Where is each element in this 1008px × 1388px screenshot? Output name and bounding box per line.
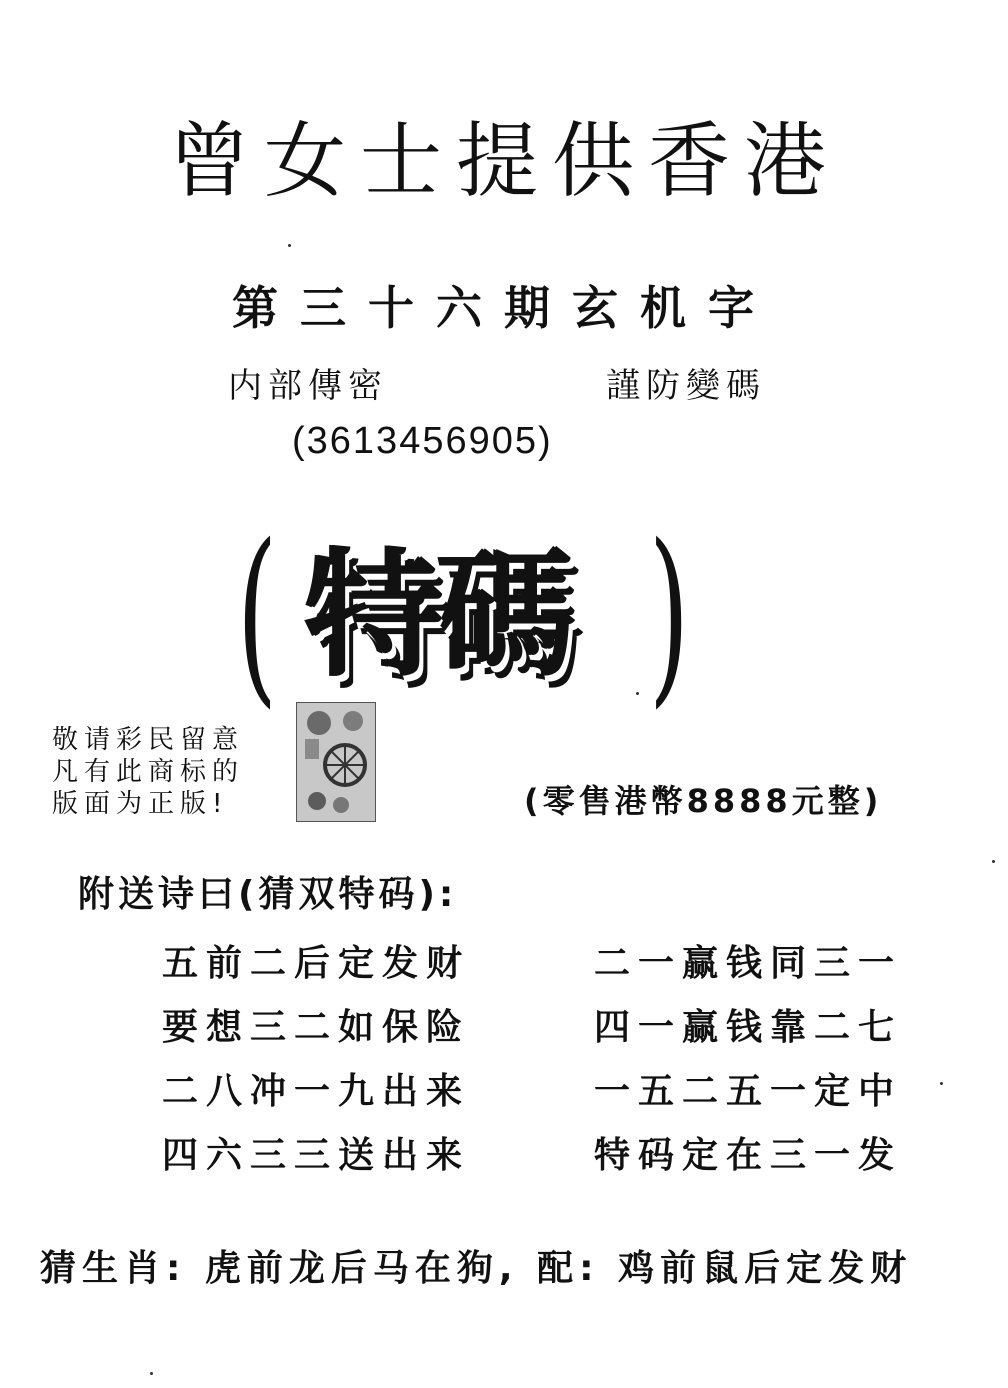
poem-line: 四六三三送出来 bbox=[162, 1134, 471, 1176]
poem-line: 五前二后定发财 bbox=[162, 942, 471, 984]
open-paren: ( bbox=[236, 504, 278, 725]
feature-text: 特碼 bbox=[306, 533, 571, 696]
notice-line: 版面为正版! bbox=[52, 789, 229, 819]
zodiac-guess: 猜生肖: 虎前龙后马在狗, 配: 鸡前鼠后定发财 bbox=[40, 1248, 913, 1289]
poem-row bbox=[162, 992, 902, 1056]
poem-line: 特码定在三一发 bbox=[593, 1134, 902, 1176]
poem-line: 二八冲一九出来 bbox=[162, 1070, 471, 1112]
poem-line: 二一赢钱同三一 bbox=[593, 942, 902, 984]
trademark-image bbox=[296, 702, 376, 822]
poem-line: 要想三二如保险 bbox=[162, 1006, 471, 1048]
internal-tag: 内部傳密 bbox=[228, 366, 388, 406]
trademark-emblem-icon bbox=[297, 703, 375, 821]
poem-row bbox=[162, 928, 902, 992]
poem-heading: 附送诗曰(猜双特码): bbox=[78, 874, 458, 915]
poem-row bbox=[162, 1056, 902, 1120]
scan-speck bbox=[288, 244, 291, 247]
phone-number: (3613456905) bbox=[292, 420, 553, 462]
notice-line: 敬请彩民留意 bbox=[52, 725, 245, 755]
warning-tag: 謹防變碼 bbox=[606, 366, 766, 406]
issue-heading: 第三十六期玄机字 bbox=[232, 281, 776, 335]
notice-line: 凡有此商标的 bbox=[52, 757, 245, 787]
scan-speck bbox=[150, 1372, 153, 1375]
poem-row bbox=[162, 1120, 902, 1184]
feature-banner bbox=[236, 504, 710, 725]
close-paren: ) bbox=[648, 504, 690, 725]
page-title: 曾女士提供香港 bbox=[167, 114, 840, 209]
poem-line: 一五二五一定中 bbox=[593, 1070, 902, 1112]
scan-speck bbox=[940, 1082, 943, 1085]
authenticity-notice bbox=[52, 724, 244, 820]
scan-speck bbox=[636, 692, 639, 695]
retail-price: (零售港幣8888元整) bbox=[524, 782, 883, 820]
scan-speck bbox=[992, 860, 995, 863]
poem-block bbox=[162, 928, 902, 1184]
poem-line: 四一赢钱靠二七 bbox=[593, 1006, 902, 1048]
